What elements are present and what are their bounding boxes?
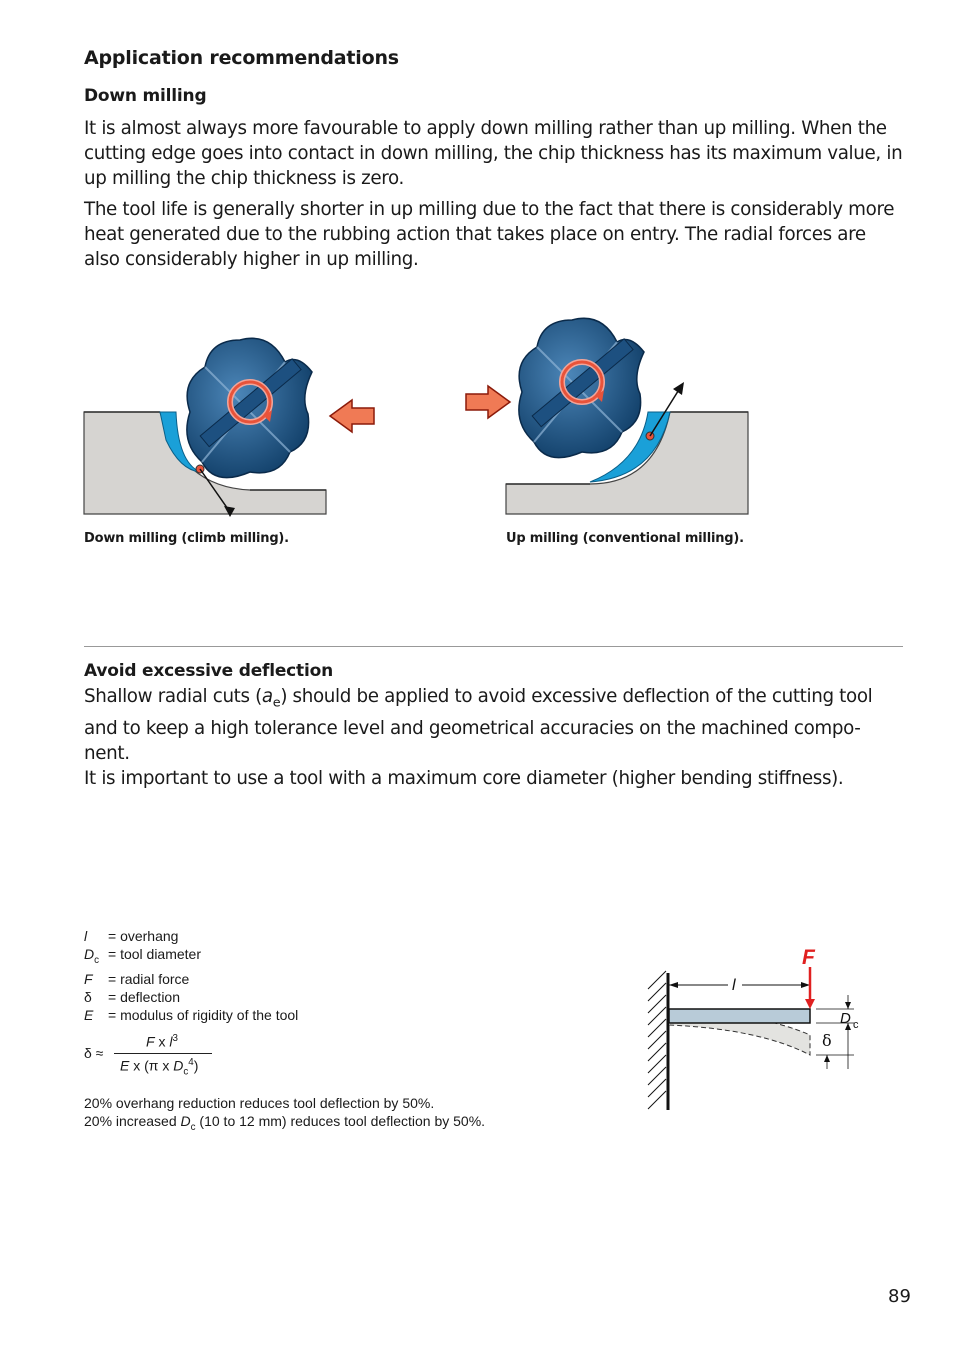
tool-beam: [669, 1009, 810, 1023]
page-number: 89: [888, 1286, 911, 1307]
deflection-para-1: Shallow radial cuts $(a_e)$ should be applied to avoid excessive deflection of the cutting tool and to keep a high tolerance level and geometrical accuracies on the machined compo-nent.: [84, 686, 873, 764]
label-force: F: [802, 946, 815, 969]
down-milling-text: [84, 116, 906, 272]
deflection-notes: [84, 1094, 485, 1137]
milling-cutter: [519, 318, 644, 457]
deflection-formula: [84, 1033, 224, 1077]
section-title: Application recommendations: [84, 47, 399, 69]
down-milling-para-1: It is almost always more favourable to apply down milling rather than up milling. When the cutting edge goes into contact in down milling, the chip thickness has its maximum value, in up milling the chip thickness is zero.: [84, 118, 903, 189]
label-overhang: l: [732, 977, 736, 994]
legend-row-modulus: E = modulus of rigidity of the tool: [84, 1006, 299, 1023]
formula-denominator: E x (π x $D_c^4$): [120, 1057, 199, 1078]
legend-row-deflection: δ = deflection: [84, 988, 180, 1005]
feed-arrow-left: [330, 400, 374, 432]
formula-numerator: F x $l^3$: [146, 1033, 178, 1050]
formula-lhs: δ ≈: [84, 1045, 104, 1061]
up-milling-illustration: [460, 312, 760, 522]
deflection-text: [84, 684, 906, 791]
caption-down-milling: Down milling (climb milling).: [84, 531, 289, 546]
milling-cutter: [187, 338, 312, 477]
section-divider: [84, 646, 903, 647]
label-diameter: D: [840, 1010, 851, 1027]
note-diameter: 20% increased $D_c$ (10 to 12 mm) reduces tool deflection by 50%.: [84, 1113, 486, 1133]
deflection-para-2: It is important to use a tool with a maximum core diameter (higher bending stiffness).: [84, 767, 844, 789]
down-milling-heading: Down milling: [84, 86, 207, 106]
fraction-bar: [114, 1053, 212, 1054]
legend-row-radial-force: F = radial force: [84, 970, 190, 987]
caption-up-milling: Up milling (conventional milling).: [506, 531, 744, 546]
label-deflection: δ: [822, 1031, 832, 1050]
cantilever-diagram: [640, 945, 870, 1115]
note-overhang: 20% overhang reduction reduces tool deflection by 50%.: [84, 1095, 435, 1111]
feed-arrow-right: [466, 386, 510, 418]
down-milling-illustration: [80, 312, 380, 522]
legend-row-tool-diameter: $D_c$ = tool diameter: [84, 946, 201, 966]
legend-row-overhang: l = overhang: [84, 928, 179, 944]
down-milling-para-2: The tool life is generally shorter in up milling due to the fact that there is considerably more heat generated due to the rubbing action that takes place on entry. The radial forces are also considerably higher in up milling.: [84, 199, 895, 270]
deflection-heading: Avoid excessive deflection: [84, 661, 333, 681]
label-diameter-sub: c: [853, 1019, 859, 1031]
symbol-legend: [84, 927, 298, 1024]
